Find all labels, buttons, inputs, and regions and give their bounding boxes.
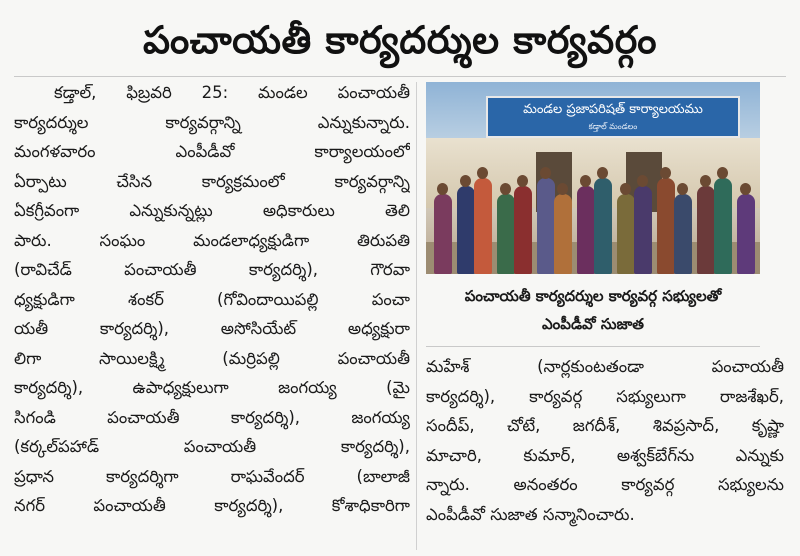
article-line: మహేశ్ (నార్లకుంటతండా పంచాయతీ	[426, 357, 784, 376]
person-head	[677, 183, 688, 195]
person-head	[620, 183, 631, 195]
person-head	[477, 167, 488, 179]
caption-rule	[426, 346, 760, 347]
person	[714, 178, 732, 274]
person	[634, 186, 652, 274]
person-head	[460, 175, 471, 187]
office-signboard	[486, 96, 740, 138]
article-line: కడ్తాల్, ఫిబ్రవరి 25: మండల పంచాయతీ	[54, 83, 410, 102]
person	[617, 194, 635, 274]
person	[537, 178, 555, 274]
person-head	[700, 175, 711, 187]
column-divider	[416, 82, 417, 550]
person-head	[437, 183, 448, 195]
person	[737, 194, 755, 274]
article-line: మంగళవారం ఎంపీడీవో కార్యాలయంలో	[14, 142, 410, 161]
signboard-text: మండల ప్రజాపరిషత్ కార్యాలయము	[523, 102, 703, 117]
person-head	[717, 167, 728, 179]
person-head	[517, 175, 528, 187]
person	[474, 178, 492, 274]
article-line: కార్యదర్శుల కార్యవర్గాన్ని ఎన్నుకున్నారు.	[14, 112, 410, 132]
article-line: లిగా సాయిలక్ష్మి (మర్రిపల్లి పంచాయతీ	[14, 348, 410, 368]
article-line: నగర్ పంచాయతీ కార్యదర్శి), కోశాధికారిగా	[14, 496, 410, 515]
article-line: ధ్యక్షుడిగా శంకర్ (గోవిందాయిపల్లి పంచా	[14, 289, 410, 309]
caption-line-1: పంచాయతీ కార్యదర్శుల కార్యవర్గ సభ్యులతో	[464, 287, 722, 305]
person	[457, 186, 475, 274]
caption-line-2: ఎంపీడీవో సుజాత	[542, 315, 644, 333]
article-line: మాచారి, కుమార్, అశ్వక్‌బేగ్‌ను ఎన్నుకు	[426, 445, 784, 465]
article-left-column	[14, 78, 410, 548]
person	[554, 194, 572, 274]
article-line: ఏర్పాటు చేసిన కార్యక్రమంలో కార్యవర్గాన్ని	[14, 171, 410, 191]
person-head	[500, 183, 511, 195]
person	[577, 186, 595, 274]
photo-caption	[426, 282, 760, 342]
person-head	[740, 183, 751, 195]
article-line: యతీ కార్యదర్శి), అసోసియేట్ అధ్యక్షురా	[14, 319, 410, 338]
article-line: పారు. సంఘం మండలాధ్యక్షుడిగా తిరుపతి	[14, 230, 410, 250]
article-line: సిగండి పంచాయతీ కార్యదర్శి), జంగయ్య	[14, 407, 410, 427]
person-head	[637, 175, 648, 187]
person	[497, 194, 515, 274]
article-line: (కర్కల్‌పహాడ్ పంచాయతీ కార్యదర్శి),	[14, 437, 410, 456]
person-head	[540, 167, 551, 179]
headline-rule	[14, 76, 786, 77]
signboard-subtext: కడ్తాల్ మండలం	[588, 122, 638, 131]
headline: పంచాయతీ కార్యదర్శుల కార్యవర్గం	[142, 18, 657, 62]
news-photo	[426, 82, 760, 274]
article-line: ఎంపీడీవో సుజాత సన్మానించారు.	[426, 504, 635, 524]
article-line: (రావిచేడ్ పంచాయతీ కార్యదర్శి), గౌరవా	[14, 260, 410, 279]
person-head	[557, 183, 568, 195]
article-line: కార్యదర్శి), కార్యవర్గ సభ్యులుగా రాజశేఖర్,	[426, 386, 784, 406]
person	[514, 186, 532, 274]
person	[657, 178, 675, 274]
person-head	[597, 167, 608, 179]
person-head	[660, 167, 671, 179]
article-line: న్నారు. అనంతరం కార్యవర్గ సభ్యులను	[426, 475, 784, 494]
person	[594, 178, 612, 274]
article-line: ప్రధాన కార్యదర్శిగా రాఘవేందర్ (బాలాజీ	[14, 466, 410, 486]
person	[697, 186, 715, 274]
person	[434, 194, 452, 274]
person-head	[580, 175, 591, 187]
article-line: ఏకగ్రీవంగా ఎన్నుకున్నట్లు అధికారులు తెలి	[14, 201, 410, 220]
article-line: సందీప్, చోటే, జగదీశ్, శివప్రసాద్, కృష్ణా	[426, 416, 784, 435]
article-line: కార్యదర్శి), ఉపాధ్యక్షులుగా జంగయ్య (మై	[14, 378, 410, 397]
person	[674, 194, 692, 274]
article-right-column	[426, 352, 784, 548]
